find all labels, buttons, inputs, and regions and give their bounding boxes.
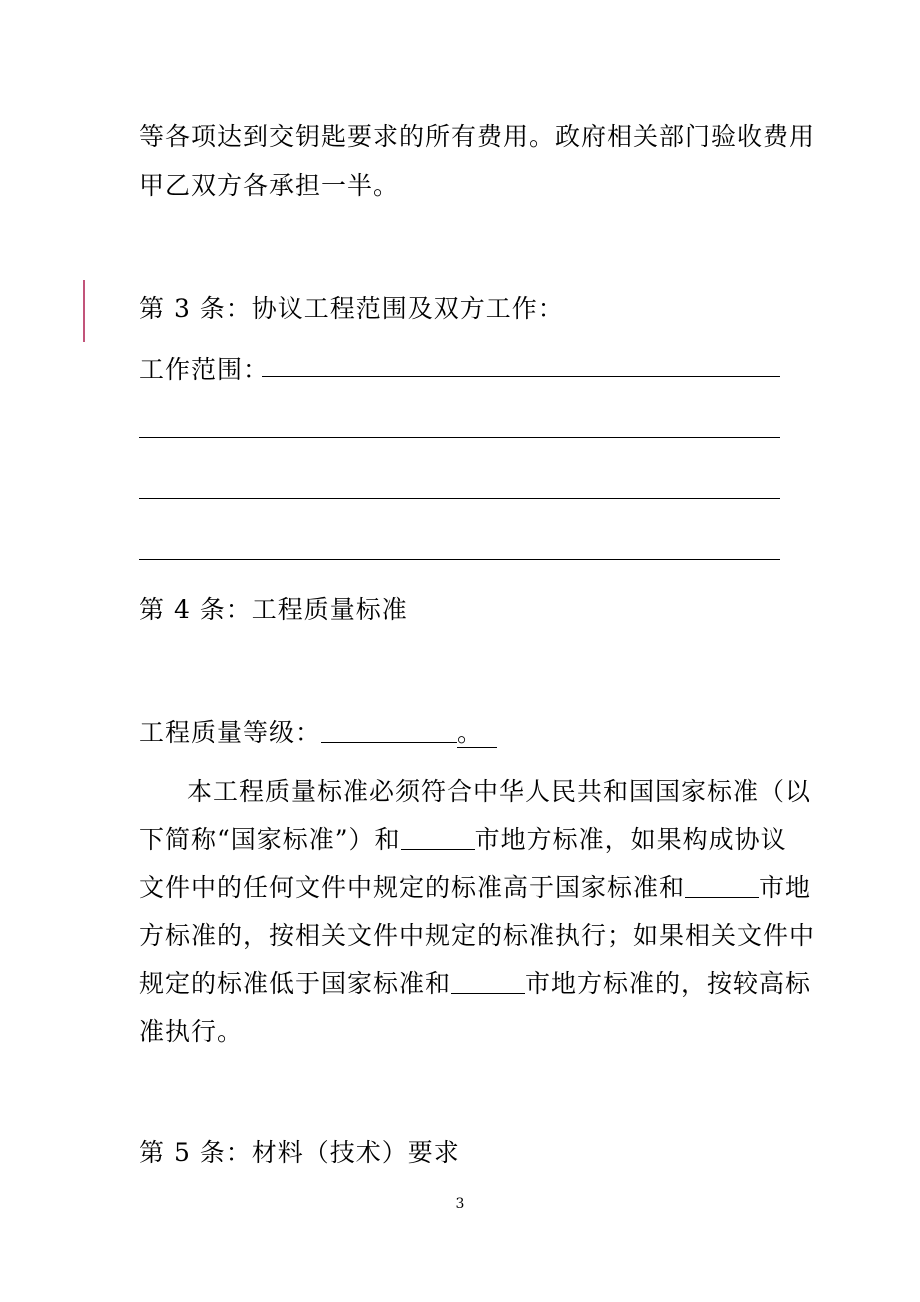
intro-line-1: 等各项达到交钥匙要求的所有费用。政府相关部门验收费用 — [139, 122, 816, 151]
quality-grade-label: 工程质量等级： — [139, 718, 322, 747]
quality-para-text: 市地方标准，如果构成协议 — [474, 825, 787, 854]
quality-para-text: 市地 — [759, 873, 812, 902]
quality-para-line-4 — [139, 921, 815, 951]
quality-para-text: 规定的标准低于国家标准和 — [139, 969, 452, 998]
quality-grade-row — [139, 718, 497, 748]
quality-para-text: 下简称“国家标准”）和 — [139, 825, 401, 854]
scope-label: 工作范围： — [139, 355, 270, 384]
quality-para-text: 文件中的任何文件中规定的标准高于国家标准和 — [139, 873, 686, 902]
quality-para-line-1 — [187, 777, 811, 807]
quality-para-text: 本工程质量标准必须符合中华人民共和国国家标准（以 — [187, 777, 812, 806]
quality-para-line-2 — [139, 825, 787, 855]
quality-grade-end: 。 — [457, 718, 497, 748]
quality-para-line-5 — [139, 969, 811, 999]
quality-para-text: 准执行。 — [139, 1017, 244, 1046]
quality-para-text: 市地方标准的，按较高标 — [525, 969, 812, 998]
city-blank-3 — [451, 969, 525, 994]
quality-para-line-6 — [139, 1017, 243, 1047]
scope-fill-line-4 — [139, 559, 780, 560]
page-number: 3 — [455, 1196, 465, 1212]
city-blank-2 — [685, 873, 759, 898]
article-3-heading: 第 3 条：协议工程范围及双方工作： — [139, 294, 564, 323]
scope-fill-line-2 — [139, 437, 780, 438]
quality-para-line-3 — [139, 873, 811, 903]
scope-fill-line-1 — [262, 376, 780, 377]
article-4-heading: 第 4 条：工程质量标准 — [139, 595, 408, 624]
article-5-heading: 第 5 条：材料（技术）要求 — [139, 1138, 460, 1167]
scope-fill-line-3 — [139, 498, 780, 499]
quality-grade-blank — [321, 718, 457, 743]
city-blank-1 — [401, 825, 475, 850]
quality-para-text: 方标准的，按相关文件中规定的标准执行；如果相关文件中 — [139, 921, 816, 950]
margin-change-bar — [83, 280, 85, 342]
intro-line-2: 甲乙双方各承担一半。 — [139, 171, 400, 200]
